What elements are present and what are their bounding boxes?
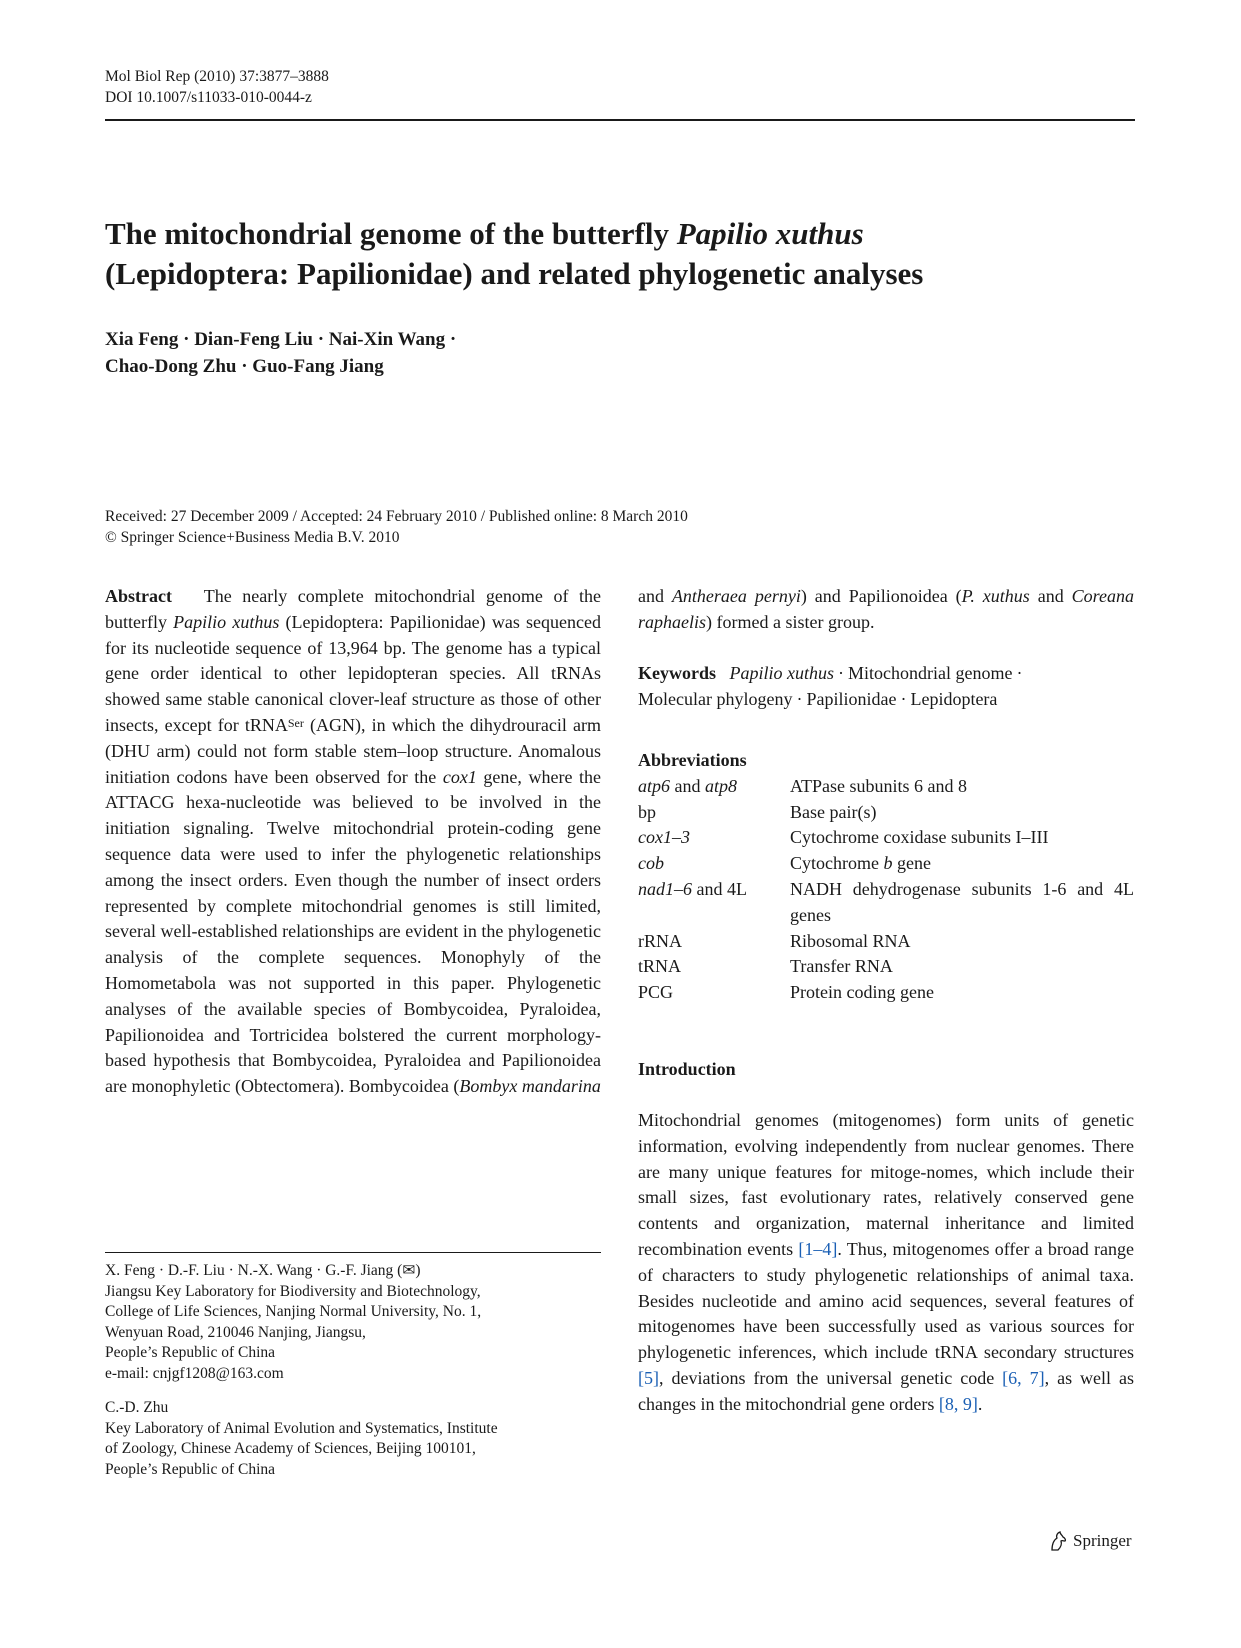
abbr-row: cob Cytochrome b gene [638, 853, 931, 874]
footnote-rule [105, 1252, 601, 1253]
citation-link[interactable]: [1–4] [798, 1238, 838, 1259]
contact-email[interactable]: e-mail: cnjgf1208@163.com [105, 1364, 284, 1382]
history-dates: Received: 27 December 2009 / Accepted: 24 February 2010 / Published online: 8 March 2010 [105, 508, 688, 525]
abstract-heading: Abstract [105, 586, 172, 606]
abbr-row: cox1–3 Cytochrome coxidase subunits I–III [638, 827, 1049, 848]
abbr-row: tRNA Transfer RNA [638, 956, 893, 977]
abbreviations-heading: Abbreviations [638, 750, 747, 770]
keywords-heading: Keywords [638, 663, 716, 683]
keyword: Papilio xuthus [729, 663, 834, 683]
springer-horse-icon [1048, 1530, 1068, 1552]
abstract-continuation: and Antheraea pernyi) and Papilionoidea (P. xuthus and Coreana raphaelis) formed a sister group. [638, 586, 1135, 632]
abbr-row: bp Base pair(s) [638, 801, 877, 822]
citation-link[interactable]: [8, 9] [938, 1393, 978, 1414]
keywords-block: Keywords Papilio xuthus · Mitochondrial genome · Molecular phylogeny · Papilionidae · Lepidoptera [638, 663, 1023, 709]
article-title: The mitochondrial genome of the butterfly Papilio xuthus (Lepidoptera: Papilionidae) and related phylogenetic analyses [105, 216, 924, 291]
journal-header [105, 66, 329, 108]
publisher-logo [1048, 1530, 1132, 1552]
publication-history [105, 506, 688, 548]
title-species: Papilio xuthus [676, 216, 864, 251]
authors-line-2: Chao-Dong Zhu · Guo-Fang Jiang [105, 356, 384, 377]
journal-citation: Mol Biol Rep (2010) 37:3877–3888 [105, 68, 329, 85]
affiliation-2: C.-D. Zhu Key Laboratory of Animal Evolution and Systematics, Institute of Zoology, Chinese Academy of Sciences, Beijing 100101, People’s Republic of China [105, 1399, 498, 1478]
keyword: Papilionidae [806, 688, 897, 709]
abbr-row: nad1–6 and 4L NADH dehydrogenase subunits 1-6 and 4L genes [638, 878, 1134, 925]
abbr-row: rRNA Ribosomal RNA [638, 930, 911, 951]
abbr-row: PCG Protein coding gene [638, 982, 934, 1003]
keyword: Mitochondrial genome [848, 663, 1013, 683]
abbreviations-table [638, 774, 1134, 1006]
abstract-block [105, 584, 601, 1100]
keyword: Lepidoptera [910, 688, 998, 709]
copyright: © Springer Science+Business Media B.V. 2010 [105, 529, 400, 546]
abstract-text: Abstract The nearly complete mitochondrial genome of the butterfly Papilio xuthus (Lepidoptera: Papilionidae) was sequenced for its nucleotide sequence of 13,964 bp. The genome has a typical gene order identical to other lepidopteran species. All tRNAs showed same stable canonical clover-leaf structure as those of other insects, except for tRNA$^{Ser}$ (AGN), in which the dihydrouracil arm (DHU arm) could not form stable stem–loop structure. Anomalous initiation codons have been observed for the cox1 gene, where the ATTACG hexa-nucleotide was believed to be involved in the initiation signaling. Twelve mitochondrial protein-coding gene sequence data were used to infer the phylogenetic relationships among the insect orders. Even though the number of insect orders represented by complete mitochondrial genomes is still limited, several well-established relationships are evident in the phylogenetic analysis of the complete sequences. Monophyly of the Homometabola was not supported in this paper. Phylogenetic analyses of the available species of Bombycoidea, Pyraloidea, Papilionoidea and Tortricidea bolstered the current morphology-based hypothesis that Bombycoidea, Pyraloidea and Papilionoidea are monophyletic (Obtectomera). Bombycoidea (Bombyx mandarina [105, 586, 602, 1097]
authors-line-1: Xia Feng · Dian-Feng Liu · Nai-Xin Wang · [105, 329, 457, 350]
author-list [105, 326, 456, 380]
affiliation-1: X. Feng · D.-F. Liu · N.-X. Wang · G.-F. Jiang (✉) Jiangsu Key Laboratory for Biodiversity and Biotechnology, College of Life Sciences, Nanjing Normal University, No. 1, Wenyuan Road, 210046 Nanjing, Jiangsu, People’s Republic of China e-mail: cnjgf1208@163.com [105, 1261, 601, 1384]
introduction-heading: Introduction [638, 1059, 736, 1079]
abbreviations-block [638, 748, 1134, 1006]
header-rule [105, 119, 1135, 121]
publisher-name: Springer [1073, 1531, 1132, 1550]
keyword: Molecular phylogeny [638, 688, 793, 709]
citation-link[interactable]: [6, 7] [1002, 1367, 1045, 1388]
citation-link[interactable]: [5] [638, 1367, 659, 1388]
abbr-row: atp6 and atp8 ATPase subunits 6 and 8 [638, 775, 967, 796]
envelope-icon[interactable]: ✉ [402, 1262, 416, 1279]
introduction-body: Mitochondrial genomes (mitogenomes) form units of genetic information, evolving independently from nuclear genomes. There are many unique features for mitoge-nomes, which include their small sizes, fast evolutionary rates, relatively conserved gene contents and organization, maternal inheritance and limited recombination events [1–4]. Thus, mitogenomes offer a broad range of characters to study phylogenetic relationships of animal taxa. Besides nucleotide and amino acid sequences, several features of mitogenomes have been successfully used as various sources for phylogenetic inferences, which include tRNA secondary structures [5], deviations from the universal genetic code [6, 7], as well as changes in the mitochondrial gene orders [8, 9]. [638, 1110, 1134, 1414]
journal-doi[interactable]: DOI 10.1007/s11033-010-0044-z [105, 89, 312, 106]
